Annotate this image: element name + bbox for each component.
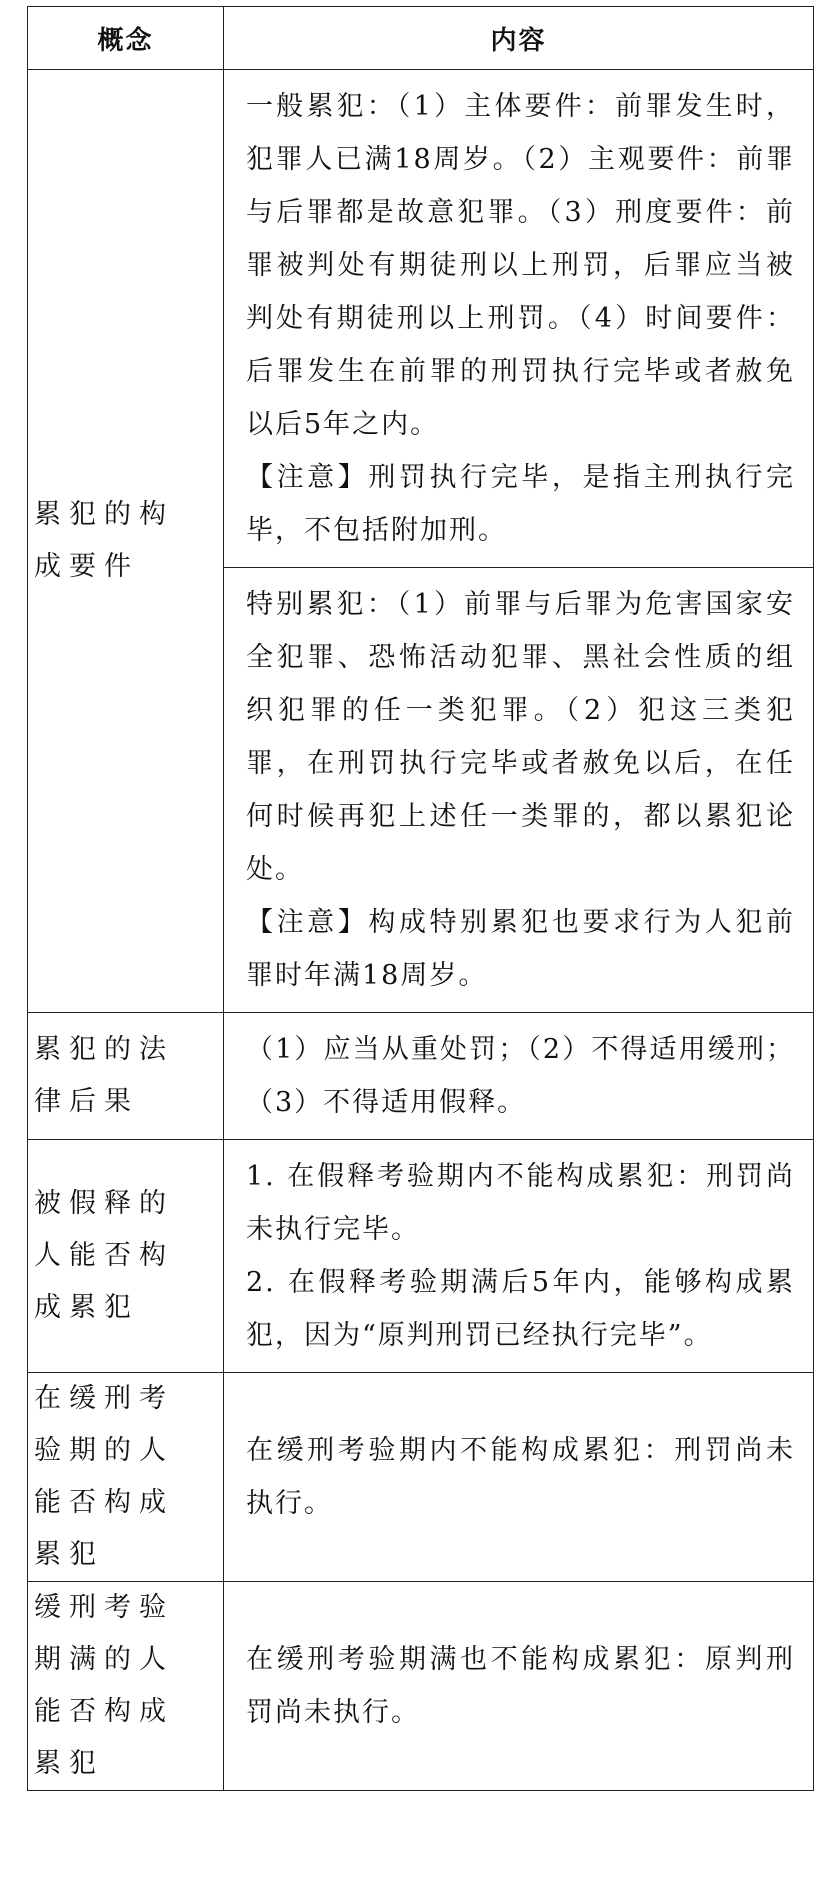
content-paragraph: 2. 在假释考验期满后5年内，能够构成累犯，因为“原判刑罚已经执行完毕”。 <box>246 1267 795 1351</box>
note-paragraph: 【注意】刑罚执行完毕，是指主刑执行完毕，不包括附加刑。 <box>246 462 795 546</box>
content-paragraph: 在缓刑考验期满也不能构成累犯：原判刑罚尚未执行。 <box>246 1644 795 1728</box>
concept-cell: 累犯的构成要件 <box>28 70 224 1013</box>
content-cell <box>224 1013 814 1140</box>
table-row <box>28 1582 814 1791</box>
header-row <box>28 7 814 70</box>
content-paragraph: 一般累犯：（1）主体要件：前罪发生时，犯罪人已满18周岁。（2）主观要件：前罪与后罪都是故意犯罪。（3）刑度要件：前罪被判处有期徒刑以上刑罚，后罪应当被判处有期徒刑以上刑罚。（4）时间要件：后罪发生在前罪的刑罚执行完毕或者赦免以后5年之内。 <box>246 91 795 440</box>
table-row <box>28 1013 814 1140</box>
header-concept: 概念 <box>28 7 224 70</box>
content-cell <box>224 1373 814 1582</box>
table-row <box>28 1140 814 1373</box>
content-cell <box>224 70 814 568</box>
concept-cell: 在缓刑考验期的人能否构成累犯 <box>28 1373 224 1582</box>
content-cell <box>224 1140 814 1373</box>
content-paragraph: 在缓刑考验期内不能构成累犯：刑罚尚未执行。 <box>246 1435 795 1519</box>
content-cell <box>224 1582 814 1791</box>
concept-table <box>27 6 814 1791</box>
content-paragraph: 1. 在假释考验期内不能构成累犯：刑罚尚未执行完毕。 <box>246 1161 795 1245</box>
header-content: 内容 <box>224 7 814 70</box>
content-paragraph: （1）应当从重处罚；（2）不得适用缓刑；（3）不得适用假释。 <box>246 1034 795 1118</box>
concept-cell: 缓刑考验期满的人能否构成累犯 <box>28 1582 224 1791</box>
concept-cell: 累犯的法律后果 <box>28 1013 224 1140</box>
concept-cell: 被假释的人能否构成累犯 <box>28 1140 224 1373</box>
content-paragraph: 特别累犯：（1）前罪与后罪为危害国家安全犯罪、恐怖活动犯罪、黑社会性质的组织犯罪的任一类犯罪。（2）犯这三类犯罪，在刑罚执行完毕或者赦免以后，在任何时候再犯上述任一类罪的，都以累犯论处。 <box>246 589 795 885</box>
table-row <box>28 1373 814 1582</box>
content-cell <box>224 568 814 1013</box>
table-row <box>28 70 814 568</box>
note-paragraph: 【注意】构成特别累犯也要求行为人犯前罪时年满18周岁。 <box>246 907 795 991</box>
